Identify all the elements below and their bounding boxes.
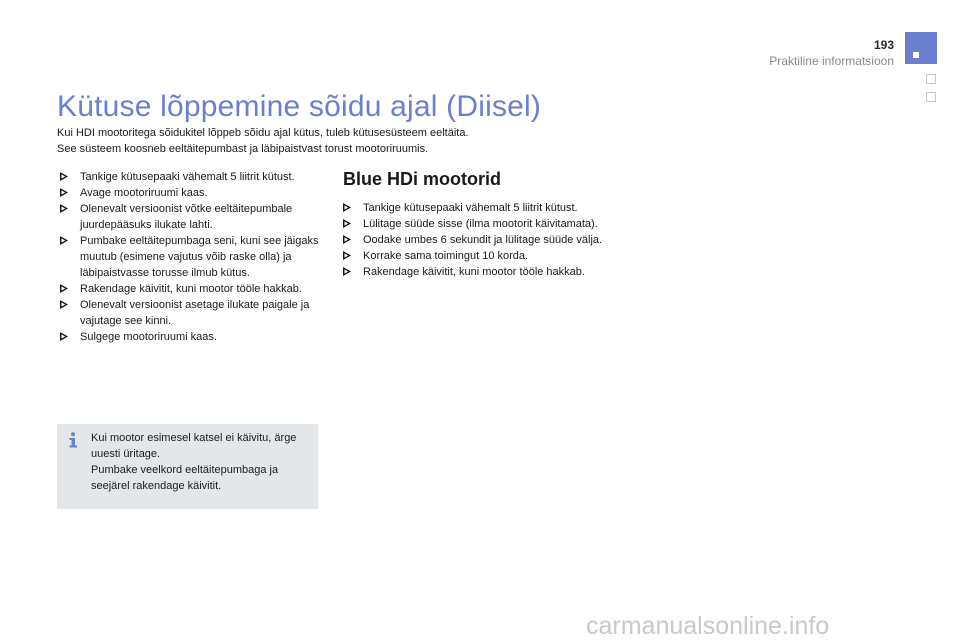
arrow-bullet-icon: [60, 188, 68, 197]
arrow-bullet-icon: [343, 203, 351, 212]
arrow-bullet-icon: [60, 284, 68, 293]
list-item: [60, 281, 330, 297]
info-note-line: Kui mootor esimesel katsel ei käivitu, ärge uuesti üritage.: [91, 432, 297, 460]
arrow-bullet-icon: [343, 219, 351, 228]
list-item: [60, 201, 330, 233]
arrow-bullet-icon: [60, 236, 68, 245]
step-text: Tankige kütusepaaki vähemalt 5 liitrit kütust.: [80, 171, 295, 183]
list-item: [60, 329, 330, 345]
blue-hdi-column: [343, 168, 613, 280]
diesel-steps-list: [60, 169, 330, 345]
section-tab-dot: [913, 52, 919, 58]
arrow-bullet-icon: [60, 172, 68, 181]
intro-line: See süsteem koosneb eeltäitepumbast ja läbipaistvast torust mootoriruumis.: [57, 143, 429, 155]
page-number: 193: [873, 38, 894, 52]
page-title: Kütuse lõppemine sõidu ajal (Diisel): [57, 90, 542, 123]
intro-line: Kui HDI mootoritega sõidukitel lõppeb sõidu ajal kütus, tuleb kütusesüsteem eeltäita.: [57, 127, 469, 139]
diesel-steps-column: [60, 169, 330, 345]
list-item: [60, 169, 330, 185]
arrow-bullet-icon: [60, 300, 68, 309]
section-heading: Blue HDi mootorid: [343, 169, 501, 189]
step-text: Tankige kütusepaaki vähemalt 5 liitrit kütust.: [363, 202, 578, 214]
step-text: Lülitage süüde sisse (ilma mootorit käivitamata).: [363, 218, 598, 230]
info-note-text: [91, 430, 311, 494]
nav-square-icon: [926, 92, 936, 102]
list-item: [343, 264, 613, 280]
nav-square-icon: [926, 74, 936, 84]
section-tab-marker: [905, 32, 937, 64]
arrow-bullet-icon: [60, 204, 68, 213]
step-text: Avage mootoriruumi kaas.: [80, 187, 208, 199]
step-text: Rakendage käivitit, kuni mootor tööle hakkab.: [80, 283, 302, 295]
step-text: Oodake umbes 6 sekundit ja lülitage süüde välja.: [363, 234, 603, 246]
list-item: [60, 185, 330, 201]
info-note-box: [57, 424, 318, 509]
list-item: [343, 216, 613, 232]
info-note-line: Pumbake veelkord eeltäitepumbaga ja seejärel rakendage käivitit.: [91, 464, 279, 492]
arrow-bullet-icon: [343, 235, 351, 244]
arrow-bullet-icon: [343, 267, 351, 276]
list-item: [343, 232, 613, 248]
blue-hdi-steps-list: [343, 200, 613, 280]
section-title: Praktiline informatsioon: [769, 54, 894, 68]
step-text: Sulgege mootoriruumi kaas.: [80, 331, 217, 343]
step-text: Rakendage käivitit, kuni mootor tööle hakkab.: [363, 266, 585, 278]
list-item: [60, 297, 330, 329]
step-text: Olenevalt versioonist võtke eeltäitepumbale juurdepääsuks ilukate lahti.: [80, 203, 293, 231]
list-item: [343, 200, 613, 216]
intro-text: [57, 125, 617, 157]
list-item: [343, 248, 613, 264]
info-icon: [67, 432, 79, 448]
step-text: Korrake sama toimingut 10 korda.: [363, 250, 529, 262]
step-text: Olenevalt versioonist asetage ilukate paigale ja vajutage see kinni.: [80, 299, 310, 327]
step-text: Pumbake eeltäitepumbaga seni, kuni see jäigaks muutub (esimene vajutus võib raske olla) ja läbipaistvasse torusse ilmub kütus.: [80, 235, 319, 279]
arrow-bullet-icon: [343, 251, 351, 260]
watermark: carmanualsonline.info: [586, 612, 830, 640]
arrow-bullet-icon: [60, 332, 68, 341]
list-item: [60, 233, 330, 281]
